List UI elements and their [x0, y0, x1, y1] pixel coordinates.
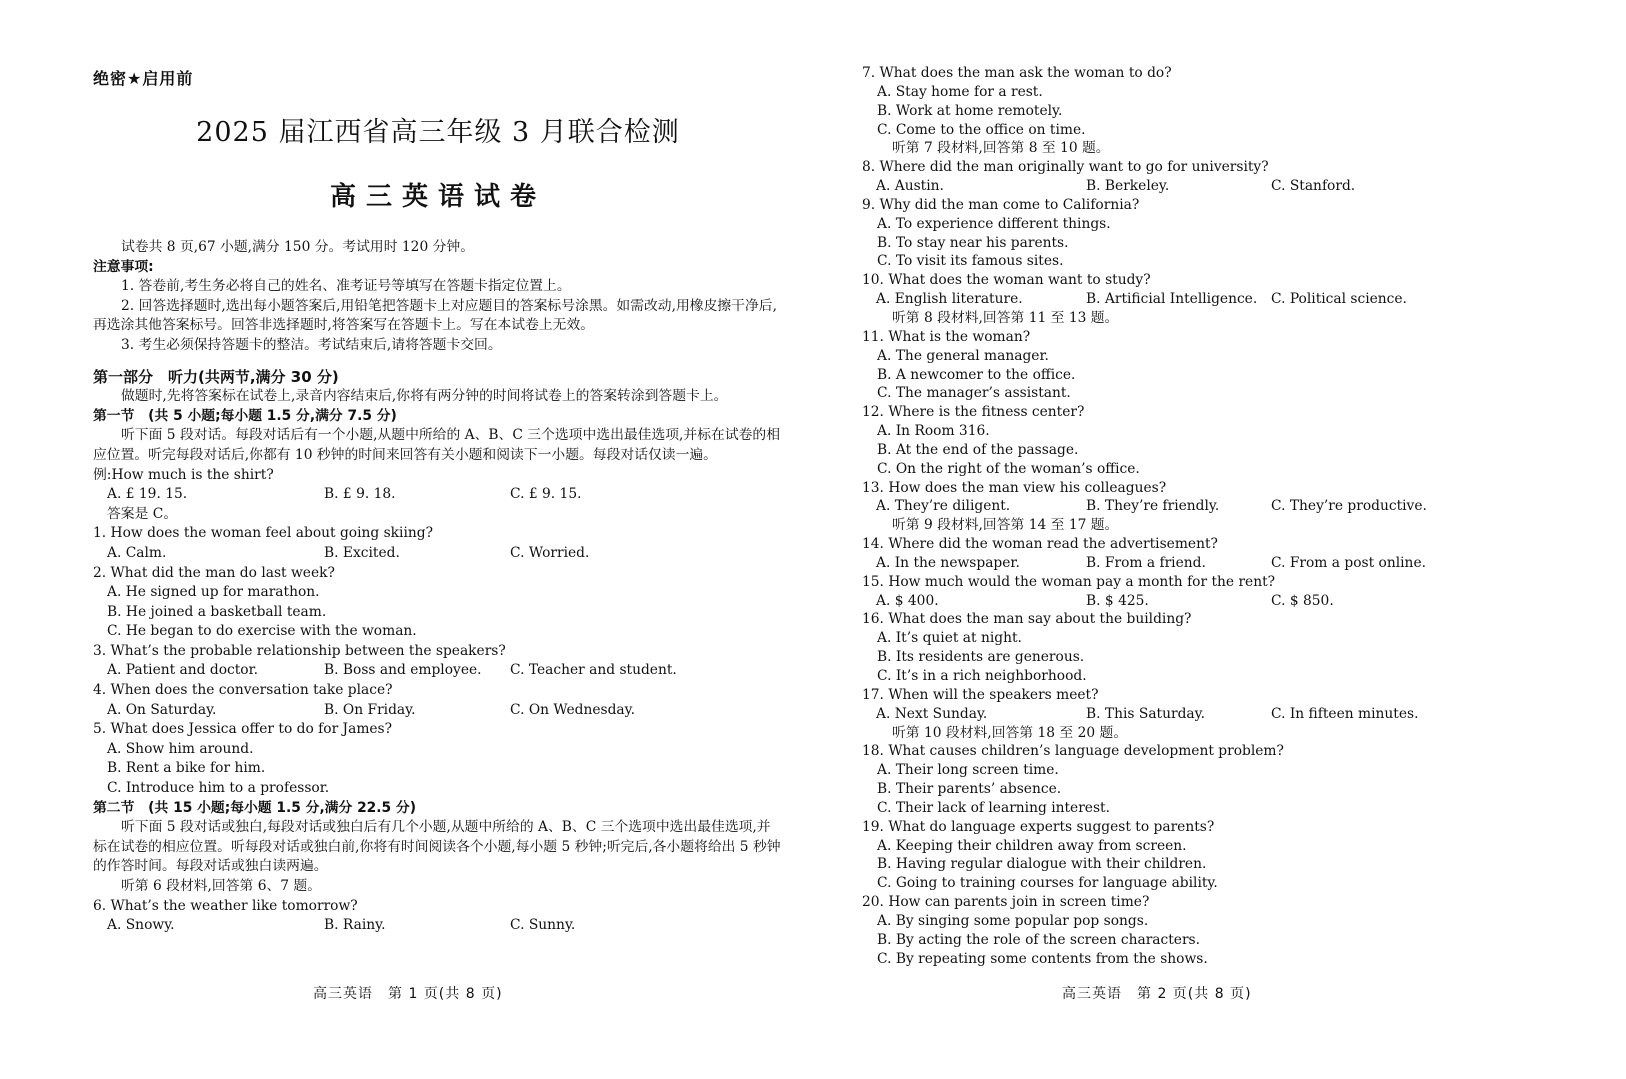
option-b: B. Their parents’ absence.: [877, 781, 1062, 798]
option-c: C. Stanford.: [1271, 178, 1356, 195]
option-c: C. Political science.: [1271, 291, 1407, 308]
option-b: B. They’re friendly.: [1086, 498, 1220, 515]
option-a: A. To experience different things.: [877, 215, 1111, 232]
option-b: B. A newcomer to the office.: [877, 366, 1076, 383]
option-c: C. They’re productive.: [1271, 498, 1427, 515]
option-a: A. Their long screen time.: [877, 762, 1059, 779]
question-4-options: [93, 701, 783, 721]
question-19: 19. What do language experts suggest to parents?: [862, 818, 1215, 835]
option-c: C. In fifteen minutes.: [1271, 705, 1419, 722]
option-b: B. This Saturday.: [1086, 705, 1205, 722]
option-b: B. At the end of the passage.: [877, 441, 1079, 458]
section1-instructions: 听下面 5 段对话。每段对话后有一个小题,从题中所给的 A、B、C 三个选项中选出最佳选项,并标在试卷的相应位置。听完每段对话后,你都有 10 秒钟的时间来回答有关小题和阅读下一小题。每段对话仅读一遍。: [93, 427, 781, 463]
question-18: 18. What causes children’s language development problem?: [862, 743, 1284, 760]
option-b: B. Boss and employee.: [324, 662, 482, 679]
left-page: [93, 0, 783, 1079]
example-answer: 答案是 C。: [107, 505, 178, 522]
section2-instructions: 听下面 5 段对话或独白,每段对话或独白后有几个小题,从题中所给的 A、B、C 三个选项中选出最佳选项,并标在试卷的相应位置。听每段对话或独白前,你将有时间阅读各个小题,每小题 5 秒钟;听完后,各小题将给出 5 秒钟的作答时间。每段对话或独白读两遍。: [93, 819, 781, 875]
option-c: C. Going to training courses for language ability.: [877, 875, 1218, 892]
option-a: A. It’s quiet at night.: [877, 630, 1022, 647]
option-a: A. He signed up for marathon.: [107, 584, 320, 601]
option-a: A. $ 400.: [876, 592, 939, 609]
question-10-options: [862, 290, 1582, 309]
option-a: A. Keeping their children away from screen.: [877, 837, 1187, 854]
question-13: 13. How does the man view his colleagues?: [862, 479, 1167, 496]
confidential-label: 绝密★启用前: [93, 69, 194, 88]
option-a: A. Next Sunday.: [876, 705, 988, 722]
exam-intro: 试卷共 8 页,67 小题,满分 150 分。考试用时 120 分钟。: [121, 239, 475, 255]
question-2: 2. What did the man do last week?: [93, 564, 335, 581]
question-8-options: [862, 177, 1582, 196]
left-content: [93, 238, 783, 936]
option-b: B. $ 425.: [1086, 592, 1149, 609]
section2-heading: 第二节 (共 15 小题;每小题 1.5 分,满分 22.5 分): [93, 799, 417, 816]
option-c: C. He began to do exercise with the woman.: [107, 623, 417, 640]
option-c: C. From a post online.: [1271, 554, 1426, 571]
question-3-options: [93, 661, 783, 681]
option-b: B. On Friday.: [324, 701, 416, 718]
option-b: B. Berkeley.: [1086, 178, 1170, 195]
option-b: B. Rent a bike for him.: [107, 760, 266, 777]
option-a: A. The general manager.: [877, 347, 1049, 364]
question-5: 5. What does Jessica offer to do for James?: [93, 721, 393, 738]
question-16: 16. What does the man say about the building?: [862, 611, 1192, 628]
segment-7-instruction: 听第 7 段材料,回答第 8 至 10 题。: [892, 140, 1110, 157]
option-c: C. On Wednesday.: [510, 701, 636, 718]
option-c: C. Sunny.: [510, 917, 576, 934]
option-a: A. Show him around.: [107, 740, 254, 757]
option-c: C. On the right of the woman’s office.: [877, 460, 1140, 477]
question-17-options: [862, 705, 1582, 724]
option-c: C. $ 850.: [1271, 592, 1334, 609]
segment-10-instruction: 听第 10 段材料,回答第 18 至 20 题。: [892, 724, 1128, 741]
option-a: A. In Room 316.: [877, 423, 990, 440]
option-c: C. The manager’s assistant.: [877, 385, 1071, 402]
question-15: 15. How much would the woman pay a month for the rent?: [862, 573, 1276, 590]
question-3: 3. What’s the probable relationship between the speakers?: [93, 642, 506, 659]
option-c: C. £ 9. 15.: [510, 486, 582, 503]
option-a: A. By singing some popular pop songs.: [877, 912, 1149, 929]
option-b: B. Excited.: [324, 544, 400, 561]
option-c: C. By repeating some contents from the shows.: [877, 950, 1208, 967]
question-14: 14. Where did the woman read the advertisement?: [862, 536, 1218, 553]
option-b: B. From a friend.: [1086, 554, 1206, 571]
example-options: [93, 485, 783, 505]
option-b: B. Having regular dialogue with their children.: [877, 856, 1207, 873]
page-footer: 高三英语 第 1 页(共 8 页): [313, 986, 503, 1002]
question-14-options: [862, 554, 1582, 573]
question-20: 20. How can parents join in screen time?: [862, 894, 1150, 911]
option-c: C. Come to the office on time.: [877, 121, 1086, 138]
right-page: [862, 0, 1582, 1079]
option-a: A. Austin.: [876, 178, 944, 195]
option-a: A. They’re diligent.: [876, 498, 1011, 515]
right-content: [862, 64, 1582, 969]
exam-subtitle: 高三英语试卷: [329, 182, 546, 212]
option-c: C. Their lack of learning interest.: [877, 799, 1110, 816]
segment-8-instruction: 听第 8 段材料,回答第 11 至 13 题。: [892, 309, 1119, 326]
option-b: B. By acting the role of the screen characters.: [877, 931, 1201, 948]
page-footer: 高三英语 第 2 页(共 8 页): [1062, 986, 1252, 1002]
question-1-options: [93, 544, 783, 564]
segment-6-instruction: 听第 6 段材料,回答第 6、7 题。: [121, 878, 322, 894]
option-a: A. Stay home for a rest.: [877, 83, 1043, 100]
option-c: C. It’s in a rich neighborhood.: [877, 668, 1087, 684]
question-12: 12. Where is the fitness center?: [862, 404, 1085, 421]
option-a: A. Snowy.: [107, 917, 175, 934]
question-9: 9. Why did the man come to California?: [862, 196, 1140, 213]
option-a: A. English literature.: [876, 291, 1023, 308]
option-a: A. £ 19. 15.: [107, 486, 188, 503]
option-b: B. He joined a basketball team.: [107, 603, 327, 620]
part1-heading: 第一部分 听力(共两节,满分 30 分): [93, 367, 339, 386]
option-c: C. Worried.: [510, 544, 590, 561]
notes-heading: 注意事项:: [93, 258, 154, 275]
question-13-options: [862, 497, 1582, 516]
question-10: 10. What does the woman want to study?: [862, 272, 1151, 289]
part1-instructions: 做题时,先将答案标在试卷上,录音内容结束后,你将有两分钟的时间将试卷上的答案转涂到答题卡上。: [121, 388, 728, 405]
option-b: B. £ 9. 18.: [324, 486, 396, 503]
example-question: 例:How much is the shirt?: [93, 466, 274, 483]
option-c: C. Teacher and student.: [510, 662, 677, 679]
option-b: B. Work at home remotely.: [877, 102, 1063, 119]
question-17: 17. When will the speakers meet?: [862, 686, 1099, 703]
question-15-options: [862, 592, 1582, 611]
exam-title: 2025 届江西省高三年级 3 月联合检测: [196, 117, 680, 148]
option-c: C. To visit its famous sites.: [877, 253, 1064, 270]
option-a: A. In the newspaper.: [876, 554, 1020, 571]
option-b: B. Artificial Intelligence.: [1086, 291, 1258, 308]
question-8: 8. Where did the man originally want to go for university?: [862, 159, 1269, 176]
question-1: 1. How does the woman feel about going skiing?: [93, 525, 433, 542]
option-a: A. Calm.: [107, 544, 167, 561]
option-a: A. Patient and doctor.: [107, 662, 259, 679]
question-11: 11. What is the woman?: [862, 328, 1031, 345]
option-b: B. Its residents are generous.: [877, 649, 1085, 666]
note-2: 2. 回答选择题时,选出每小题答案后,用铅笔把答题卡上对应题目的答案标号涂黑。如需改动,用橡皮擦干净后,再选涂其他答案标号。回答非选择题时,将答案写在答题卡上。写在本试卷上无效。: [93, 297, 777, 334]
option-b: B. To stay near his parents.: [877, 234, 1069, 251]
segment-9-instruction: 听第 9 段材料,回答第 14 至 17 题。: [892, 517, 1119, 534]
note-3: 3. 考生必须保持答题卡的整洁。考试结束后,请将答题卡交回。: [121, 336, 502, 353]
question-4: 4. When does the conversation take place?: [93, 682, 393, 699]
question-6-options: [93, 916, 783, 936]
section1-heading: 第一节 (共 5 小题;每小题 1.5 分,满分 7.5 分): [93, 407, 397, 424]
option-a: A. On Saturday.: [107, 701, 217, 718]
option-b: B. Rainy.: [324, 917, 386, 934]
question-7: 7. What does the man ask the woman to do?: [862, 65, 1172, 81]
note-1: 1. 答卷前,考生务必将自己的姓名、准考证号等填写在答题卡指定位置上。: [121, 278, 571, 295]
option-c: C. Introduce him to a professor.: [107, 780, 330, 797]
question-6: 6. What’s the weather like tomorrow?: [93, 897, 358, 914]
